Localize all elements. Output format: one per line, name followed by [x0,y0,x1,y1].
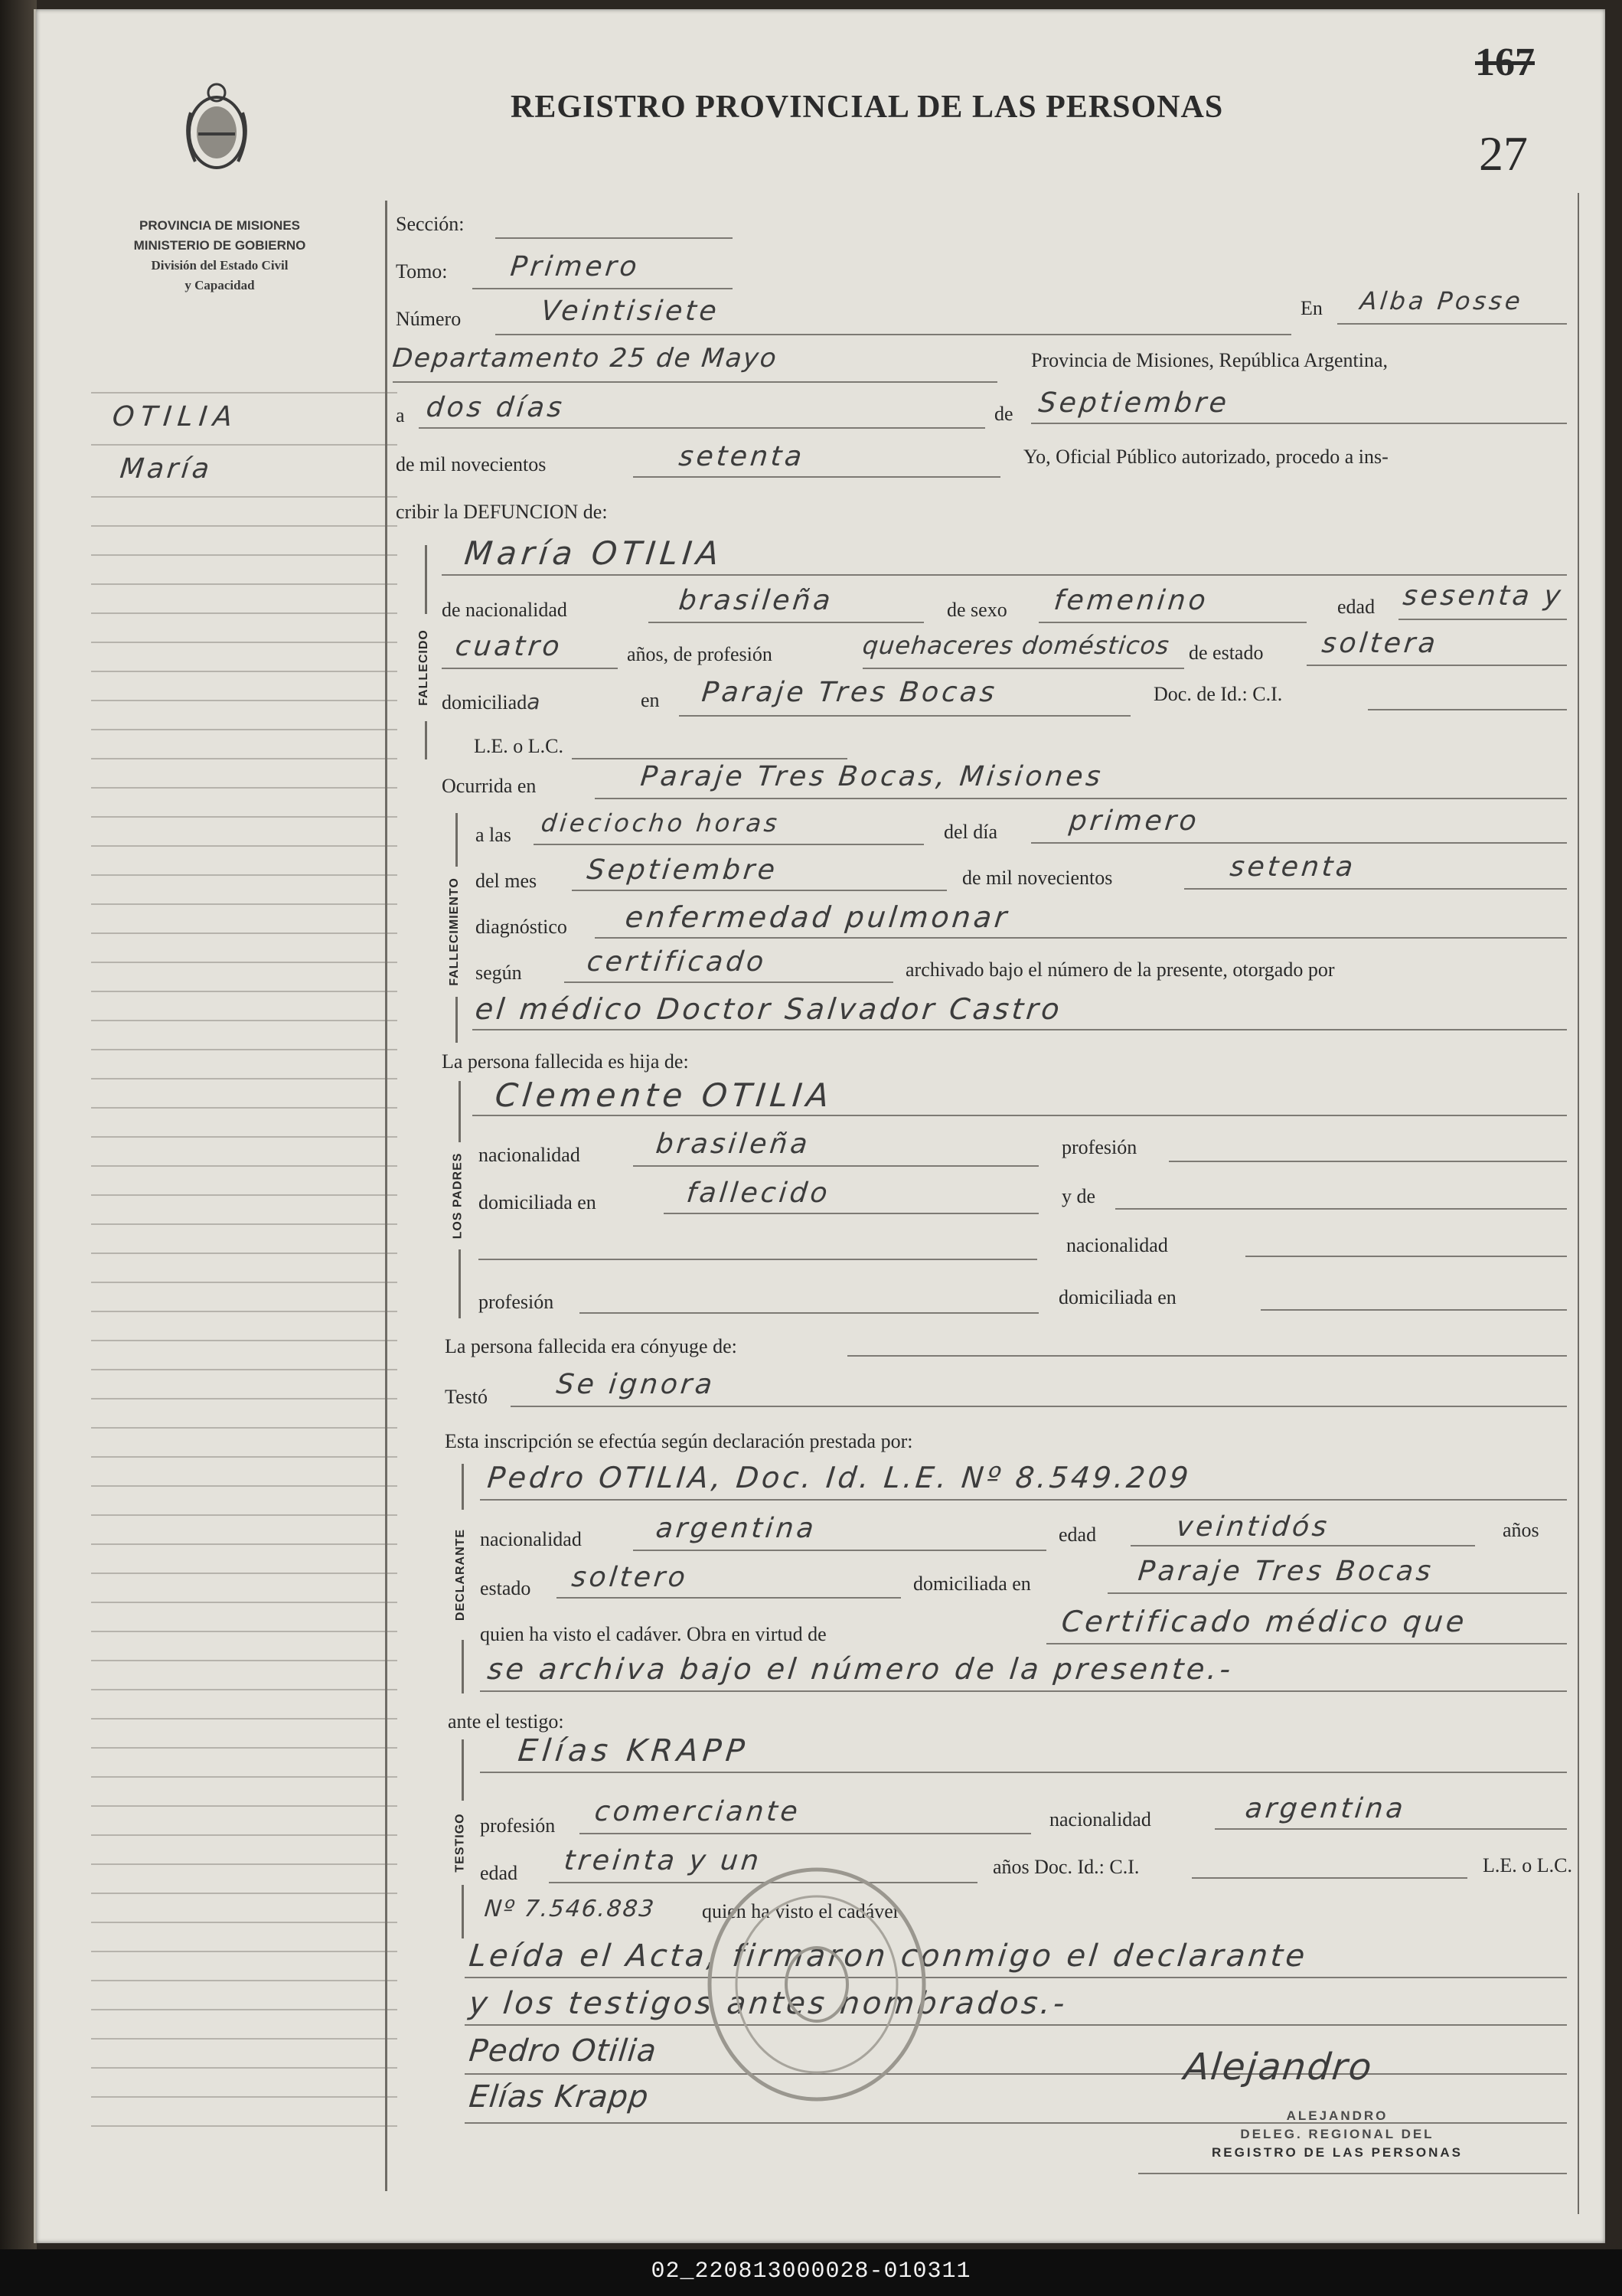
value-domiciliada-suffix: a [527,689,540,714]
signature-testigo: Elías Krapp [467,2079,651,2115]
value-anio-fallecimiento: setenta [1228,851,1358,883]
value-mes-fallecimiento: Septiembre [585,854,780,886]
label-diagnostico: diagnóstico [475,916,567,938]
value-dias: dos días [424,392,566,423]
label-conyuge: La persona fallecida era cónyuge de: [445,1335,737,1357]
label-y-de: y de [1062,1185,1096,1207]
value-test-doc: Nº 7.546.883 [483,1896,657,1922]
label-edad: edad [1337,596,1376,618]
label-archivado: archivado bajo el número de la presente, otorgado por [906,959,1335,981]
label-madre-profesion: profesión [478,1291,554,1313]
value-padre-nacionalidad: brasileña [654,1128,812,1160]
label-le-lc: L.E. o L.C. [474,735,563,757]
death-record-page [34,9,1605,2243]
value-declarante: Pedro OTILIA, Doc. Id. L.E. Nº 8.549.209 [485,1461,1193,1494]
image-footer-bar [0,2249,1622,2296]
label-decl-domicilio: domiciliada en [913,1573,1031,1595]
margin-given-name: María [118,453,214,485]
org-line-capacity: y Capacidad [184,278,255,292]
value-padre: Clemente OTILIA [493,1076,836,1114]
label-de-mes: de [994,403,1013,425]
issuing-authority [67,216,373,296]
label-hija-de: La persona fallecida es hija de: [442,1050,689,1073]
value-test-edad: treinta y un [562,1845,764,1876]
label-padre-domicilio: domiciliada en [478,1191,596,1213]
label-padre-profesion: profesión [1062,1136,1137,1158]
label-segun: según [475,962,522,984]
label-test-le-lc: L.E. o L.C. [1483,1854,1572,1876]
page-title: REGISTRO PROVINCIAL DE LAS PERSONAS [511,90,1224,125]
label-doc-id: Doc. de Id.: C.I. [1154,683,1283,705]
label-test-nacionalidad: nacionalidad [1049,1808,1151,1831]
value-obra-2: se archiva bajo el número de la presente.- [485,1652,1235,1686]
value-domicilio: Paraje Tres Bocas [700,677,1000,708]
side-label-fallecimiento: FALLECIMIENTO [442,867,468,997]
value-tomo: Primero [508,251,641,283]
official-seal-icon [702,1862,932,2107]
value-mes: Septiembre [1036,387,1232,419]
value-padre-domicilio: fallecido [684,1177,832,1209]
label-de-mil-nov: de mil novecientos [962,867,1113,889]
label-tomo: Tomo: [396,260,448,283]
label-testo: Testó [445,1386,488,1408]
org-line-division: División del Estado Civil [151,258,289,273]
label-numero: Número [396,308,462,330]
value-numero: Veintisiete [539,296,721,327]
label-test-edad: edad [480,1862,518,1884]
label-en: En [1301,297,1323,319]
margin-surname: OTILIA [110,401,240,433]
value-decl-edad: veintidós [1174,1511,1332,1543]
value-medico: el médico Doctor Salvador Castro [473,992,1065,1026]
form-left-border [385,201,387,2191]
value-localidad: Alba Posse [1359,286,1525,315]
label-del-dia: del día [944,821,998,843]
label-sexo: de sexo [947,599,1007,621]
value-leida-2: y los testigos antes nombrados.- [467,1986,1069,2021]
label-del-mes: del mes [475,870,537,892]
value-leida-1: Leída el Acta, firmaron conmigo el declarante [467,1938,1310,1974]
value-testo: Se ignora [554,1369,717,1400]
side-label-padres: LOS PADRES [445,1142,471,1249]
side-label-declarante: DECLARANTE [448,1510,474,1640]
label-de-mil: de mil novecientos [396,453,547,475]
signature-declarante: Pedro Otilia [467,2033,659,2069]
value-edad-2: cuatro [453,631,564,662]
folio-number-old: 167 [1475,41,1535,84]
org-line-ministry: MINISTERIO DE GOBIERNO [133,238,306,253]
label-decl-estado: estado [480,1577,531,1599]
signature-oficial: Alejandro [1182,2046,1376,2089]
folio-number-new: 27 [1479,126,1528,181]
label-a-las: a las [475,824,511,846]
coat-of-arms-icon [180,82,253,174]
value-test-nacionalidad: argentina [1243,1793,1408,1824]
label-padre-nacionalidad: nacionalidad [478,1144,580,1166]
official-stamp-registry: REGISTRO DE LAS PERSONAS [1212,2145,1463,2160]
label-madre-domicilio: domiciliada en [1059,1286,1177,1308]
label-provincia: Provincia de Misiones, República Argentina, [1031,349,1388,371]
value-decl-domicilio: Paraje Tres Bocas [1136,1556,1436,1587]
label-test-doc: años Doc. Id.: C.I. [993,1856,1140,1878]
label-a: a [396,404,405,426]
image-code: 02_220813000028-010311 [651,2258,971,2285]
label-anos-profesion: años, de profesión [627,643,772,665]
label-domiciliada: domiciliada [442,689,540,714]
label-seccion: Sección: [396,213,465,235]
value-decl-nacionalidad: argentina [654,1513,818,1544]
label-oficial: Yo, Oficial Público autorizado, procedo a ins- [1023,446,1389,468]
label-inscripcion: Esta inscripción se efectúa según declaración prestada por: [445,1430,913,1452]
official-stamp-name: ALEJANDRO [1286,2108,1389,2123]
value-decl-estado: soltero [569,1562,690,1593]
value-sexo: femenino [1052,585,1210,616]
label-test-quien-visto: quien ha visto el cadáver [702,1900,900,1922]
label-quien-visto: quien ha visto el cadáver. Obra en virtud de [480,1623,827,1645]
value-nacionalidad: brasileña [677,585,835,616]
value-diagnostico: enfermedad pulmonar [623,900,1012,934]
org-line-province: PROVINCIA DE MISIONES [139,218,300,233]
label-decl-anos: años [1503,1519,1539,1541]
side-label-testigo: TESTIGO [448,1801,474,1885]
official-stamp-role: DELEG. REGIONAL DEL [1240,2127,1434,2141]
value-dia: primero [1067,805,1201,837]
label-decl-edad: edad [1059,1524,1097,1546]
label-ocurrida: Ocurrida en [442,775,537,797]
book-binding [0,0,37,2296]
value-deceased-name: María OTILIA [462,534,726,572]
value-anio: setenta [677,441,807,472]
value-profesion: quehaceres domésticos [861,631,1171,660]
label-madre-nacionalidad: nacionalidad [1066,1234,1168,1256]
value-estado: soltera [1320,628,1441,659]
label-estado: de estado [1189,642,1264,664]
official-stamp [1138,2107,1536,2162]
side-label-fallecido: FALLECIDO [411,614,437,721]
label-domicilio-en: en [641,689,660,711]
label-test-profesion: profesión [480,1814,556,1837]
form-right-border [1578,193,1579,2214]
label-cribir: cribir la DEFUNCION de: [396,501,608,523]
value-departamento: Departamento 25 de Mayo [390,343,779,374]
label-nacionalidad: de nacionalidad [442,599,567,621]
value-ocurrida: Paraje Tres Bocas, Misiones [638,761,1105,792]
value-obra-1: Certificado médico que [1059,1605,1469,1638]
value-edad-1: sesenta y [1401,580,1565,612]
value-segun: certificado [585,946,769,978]
label-decl-nacionalidad: nacionalidad [480,1528,582,1550]
value-testigo: Elías KRAPP [516,1733,751,1769]
label-ante-testigo: ante el testigo: [448,1710,564,1733]
value-test-profesion: comerciante [592,1796,802,1827]
value-hora: dieciocho horas [540,808,782,838]
